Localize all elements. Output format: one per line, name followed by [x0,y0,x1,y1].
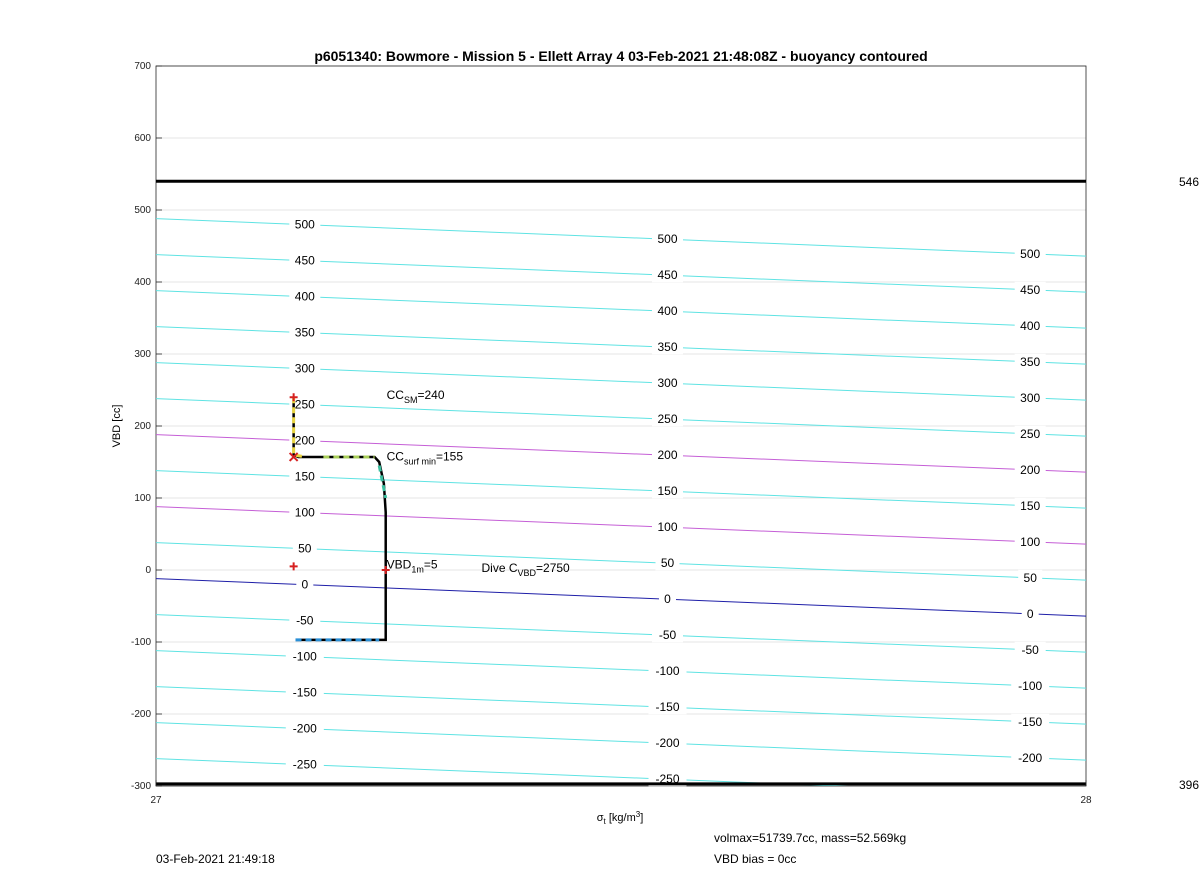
footer-volmax: volmax=51739.7cc, mass=52.569kg [714,831,907,845]
contour-label: 150 [1020,498,1041,513]
contour-label: -100 [655,664,680,679]
contour-label: 0 [301,577,309,592]
x-axis-label-unit-superscript: 3 [635,810,641,819]
contour-label: 350 [1020,354,1041,369]
y-tick-label: -100 [130,637,151,648]
footer-vbd-bias: VBD bias = 0cc [714,852,797,866]
annotations [387,388,570,578]
limit-line-label: 396 [1178,777,1199,792]
annotation-text: VBD [386,557,412,572]
contour-label: 100 [294,505,315,520]
x-tick-label: 27 [150,795,162,806]
contour-label: -50 [658,628,677,643]
x-axis-label-unit: [kg/m [605,812,636,824]
annotation-text: CC [386,388,404,403]
contour-label: -50 [1021,642,1039,657]
annotation-subscript: SM [403,395,418,406]
contour-label: 50 [1023,570,1037,585]
contour-label: 50 [298,541,312,556]
contour-label: 300 [657,376,678,391]
annotation-text: CC [386,449,404,464]
contour-label: 200 [294,433,315,448]
grid [156,66,1086,786]
y-tick-label: 100 [134,493,151,504]
annotation-subscript: surf min [403,456,436,467]
x-axis-label [597,810,644,826]
y-tick-label: -300 [130,781,151,792]
limit-line-label: 546 [1178,175,1199,190]
contour-label: 250 [294,397,315,412]
annotation-subscript: VBD [517,568,537,578]
contour-label: -200 [1018,750,1043,765]
y-tick-label: 0 [145,565,151,576]
annotation [482,561,571,578]
annotation-text: Dive C [481,561,518,575]
contour-label: 450 [657,268,678,283]
y-tick-label: 500 [134,205,151,216]
footer-timestamp: 03-Feb-2021 21:49:18 [156,852,275,866]
contour-label: -200 [292,721,317,736]
contour-label: -200 [655,736,680,751]
contour-label: -250 [292,757,317,772]
contour-label: 450 [1020,282,1041,297]
contour-label: 0 [1026,606,1034,621]
annotation-value: =2750 [536,561,570,575]
contour-label: 100 [1020,534,1041,549]
contour-label: 350 [657,340,678,355]
y-tick-label: 300 [134,349,151,360]
contour-label: 250 [657,412,678,427]
x-axis-label-unit-end: ] [640,812,644,824]
contour-label: 350 [294,325,315,340]
annotation-value: =155 [435,449,464,464]
contour-label: 500 [294,217,315,232]
contour-label: 450 [294,253,315,268]
x-axis-label-symbol: σ [596,812,604,824]
y-tick-label: 200 [134,421,151,432]
annotation [387,449,464,466]
contour-label: 100 [657,520,678,535]
y-tick-label: 600 [134,133,151,144]
contour-label: 400 [294,289,315,304]
y-tick-label: -200 [130,709,151,720]
contour-label: 300 [294,361,315,376]
contour-label: 200 [1020,462,1041,477]
contour-label: 500 [1020,246,1041,261]
chart-title: p6051340: Bowmore - Mission 5 - Ellett Array 4 03-Feb-2021 21:48:08Z - buoyancy contoured [314,48,928,64]
contour-label: 150 [657,484,678,499]
y-tick-label: 400 [134,277,151,288]
annotation-subscript: 1m [411,564,424,575]
contour-label: -100 [292,649,317,664]
contour-label: 0 [664,592,671,607]
contour-label: 50 [660,556,675,571]
contour-label: 250 [1020,426,1041,441]
contour-label: -250 [655,772,680,787]
contour-label: -100 [1018,678,1043,693]
contour-label: -150 [1018,714,1043,729]
y-tick-label: 700 [134,61,151,72]
contour-label: 500 [657,232,678,247]
x-axis-label-subscript: t [603,817,606,826]
contour-label: 400 [657,304,678,319]
y-axis-label: VBD [cc] [111,404,123,448]
contour-label: -150 [655,700,680,715]
buoyancy-contours [156,217,1086,796]
contour-line-0 [156,579,1086,616]
annotation [387,388,445,405]
contour-label: 300 [1020,390,1041,405]
contour-label: -50 [296,613,314,628]
x-tick-label: 28 [1080,795,1092,806]
contour-label: 400 [1020,318,1041,333]
annotation [387,557,438,574]
annotation-value: =240 [417,388,445,403]
contour-label: 200 [657,448,678,463]
plus-marker [290,562,298,570]
contour-label: -150 [292,685,317,700]
contour-label: 150 [294,469,315,484]
annotation-value: =5 [423,557,438,572]
